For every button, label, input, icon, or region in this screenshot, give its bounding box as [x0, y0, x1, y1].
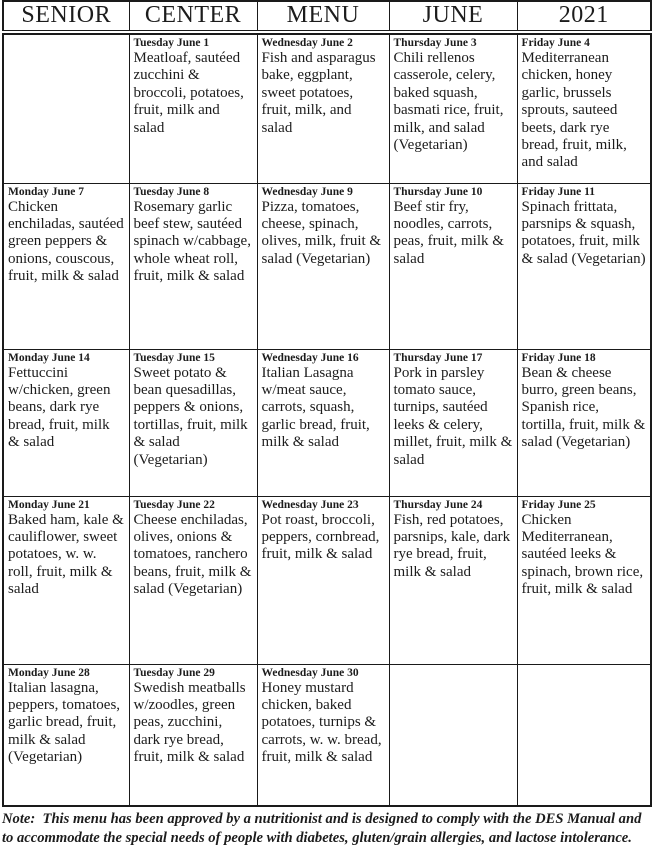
menu-cell-june-24	[389, 496, 517, 664]
day-label: Tuesday June 15	[133, 351, 215, 364]
day-label: Friday June 25	[521, 498, 596, 511]
menu-text: Rosemary garlic beef stew, sautéed spinach w/cabbage, whole wheat roll, fruit, milk & salad	[133, 198, 251, 285]
menu-cell-june-3	[389, 34, 517, 183]
menu-cell-empty	[3, 34, 129, 183]
menu-cell-june-30	[257, 664, 389, 806]
day-label: Thursday June 24	[393, 498, 483, 511]
menu-cell-empty	[517, 664, 651, 806]
header-cell-2021: 2021	[517, 1, 651, 31]
menu-cell-june-21	[3, 496, 129, 664]
week-row-2	[3, 183, 651, 349]
menu-text: Fish, red potatoes, parsnips, kale, dark rye bread, fruit, milk & salad	[393, 511, 511, 580]
week-row-5	[3, 664, 651, 806]
day-label: Tuesday June 29	[133, 666, 215, 679]
header-cell-menu: MENU	[257, 1, 389, 31]
day-label: Monday June 7	[8, 185, 85, 198]
day-label: Wednesday June 9	[261, 185, 353, 198]
menu-text: Swedish meatballs w/zoodles, green peas, zucchini, dark rye bread, fruit, milk & salad	[133, 679, 246, 766]
menu-text: Fettuccini w/chicken, green beans, dark rye bread, fruit, milk & salad	[8, 364, 111, 451]
day-label: Monday June 21	[8, 498, 90, 511]
menu-text: Sweet potato & bean quesadillas, peppers & onions, tortillas, fruit, milk & salad (Vegetarian)	[133, 364, 248, 468]
day-label: Thursday June 17	[393, 351, 483, 364]
menu-text: Honey mustard chicken, baked potatoes, turnips & carrots, w. w. bread, fruit, milk & salad	[261, 679, 382, 766]
day-label: Tuesday June 22	[133, 498, 215, 511]
header-row	[3, 1, 651, 31]
menu-cell-june-9	[257, 183, 389, 349]
menu-cell-june-1	[129, 34, 257, 183]
menu-cell-june-18	[517, 349, 651, 496]
day-label: Monday June 14	[8, 351, 90, 364]
menu-text: Mediterranean chicken, honey garlic, brussels sprouts, sauteed beets, dark rye bread, fruit, milk, and salad	[521, 50, 627, 171]
day-label: Tuesday June 8	[133, 185, 210, 198]
menu-text: Chili rellenos casserole, celery, baked squash, basmati rice, fruit, milk, and salad (Vegetarian)	[393, 50, 504, 154]
day-label: Wednesday June 16	[261, 351, 359, 364]
menu-cell-june-23	[257, 496, 389, 664]
menu-text: Italian Lasagna w/meat sauce, carrots, squash, garlic bread, fruit, milk & salad	[261, 364, 370, 451]
day-label: Friday June 18	[521, 351, 596, 364]
menu-text: Chicken Mediterranean, sautéed leeks & spinach, brown rice, fruit, milk & salad	[521, 511, 644, 598]
menu-grid	[2, 33, 652, 807]
menu-text: Meatloaf, sautéed zucchini & broccoli, potatoes, fruit, milk and salad	[133, 50, 244, 136]
menu-cell-june-17	[389, 349, 517, 496]
menu-text: Chicken enchiladas, sautéed green peppers & onions, couscous, fruit, milk & salad	[8, 198, 124, 285]
header-cell-june: JUNE	[389, 1, 517, 31]
menu-text: Cheese enchiladas, olives, onions & tomatoes, ranchero beans, fruit, milk & salad (Vegetarian)	[133, 511, 252, 598]
day-label: Monday June 28	[8, 666, 90, 679]
menu-cell-june-29	[129, 664, 257, 806]
menu-text: Spinach frittata, parsnips & squash, potatoes, fruit, milk & salad (Vegetarian)	[521, 198, 646, 267]
day-label: Tuesday June 1	[133, 37, 210, 49]
day-label: Wednesday June 2	[261, 37, 353, 49]
menu-text: Italian lasagna, peppers, tomatoes, garlic bread, fruit, milk & salad (Vegetarian)	[8, 679, 121, 766]
menu-cell-june-28	[3, 664, 129, 806]
day-label: Friday June 4	[521, 37, 590, 49]
day-label: Thursday June 3	[393, 37, 477, 49]
menu-cell-empty	[389, 664, 517, 806]
day-label: Wednesday June 23	[261, 498, 359, 511]
menu-cell-june-11	[517, 183, 651, 349]
week-row-1	[3, 34, 651, 183]
footer-note: Note: This menu has been approved by a nutritionist and is designed to comply with the DES Manual and to accommodate the special needs of people with diabetes, gluten/grain allergies, and lactose intolerance.	[2, 811, 642, 846]
menu-text: Baked ham, kale & cauliflower, sweet potatoes, w. w. roll, fruit, milk & salad	[8, 511, 124, 598]
day-label: Thursday June 10	[393, 185, 483, 198]
day-label: Friday June 11	[521, 185, 595, 198]
menu-cell-june-15	[129, 349, 257, 496]
header-cell-senior: SENIOR	[3, 1, 129, 31]
menu-cell-june-25	[517, 496, 651, 664]
menu-cell-june-4	[517, 34, 651, 183]
menu-cell-june-7	[3, 183, 129, 349]
menu-text: Pot roast, broccoli, peppers, cornbread, fruit, milk & salad	[261, 511, 380, 563]
menu-cell-june-22	[129, 496, 257, 664]
menu-title-row	[2, 0, 652, 31]
menu-cell-june-14	[3, 349, 129, 496]
menu-cell-june-2	[257, 34, 389, 183]
menu-cell-june-16	[257, 349, 389, 496]
header-cell-center: CENTER	[129, 1, 257, 31]
menu-text: Pizza, tomatoes, cheese, spinach, olives, milk, fruit & salad (Vegetarian)	[261, 198, 382, 267]
day-label: Wednesday June 30	[261, 666, 359, 679]
menu-cell-june-8	[129, 183, 257, 349]
menu-cell-june-10	[389, 183, 517, 349]
menu-text: Beef stir fry, noodles, carrots, peas, fruit, milk & salad	[393, 198, 504, 267]
menu-text: Bean & cheese burro, green beans, Spanish rice, tortilla, fruit, milk & salad (Vegetarian)	[521, 364, 646, 451]
week-row-3	[3, 349, 651, 496]
menu-text: Pork in parsley tomato sauce, turnips, sautéed leeks & celery, millet, fruit, milk & salad	[393, 364, 513, 468]
menu-text: Fish and asparagus bake, eggplant, sweet potatoes, fruit, milk, and salad	[261, 50, 376, 136]
week-row-4	[3, 496, 651, 664]
